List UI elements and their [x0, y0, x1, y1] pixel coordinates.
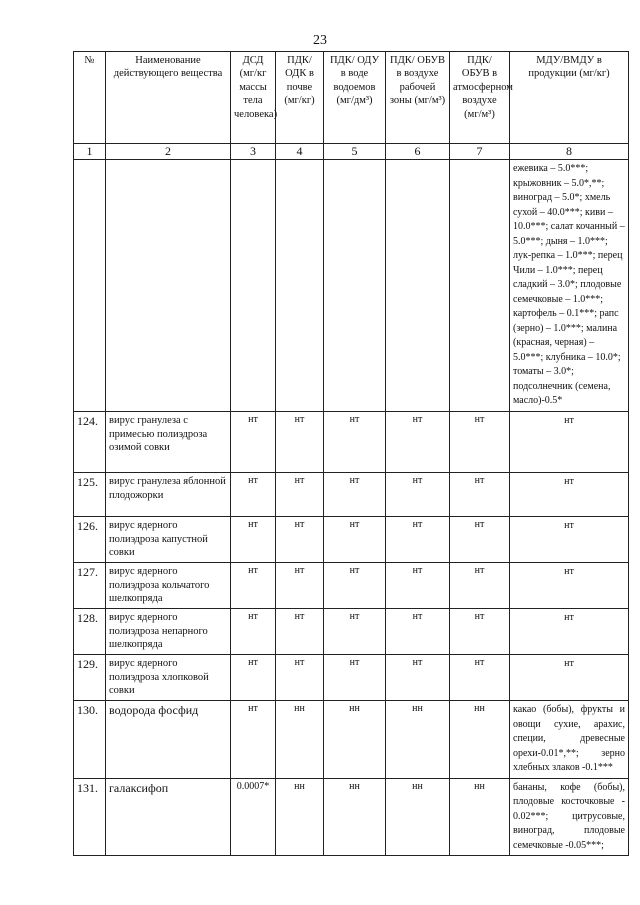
column-number: 1 — [74, 144, 106, 160]
atmospheric-air-value: нн — [450, 701, 510, 779]
soil-limit-value: нн — [276, 778, 324, 856]
header-workplace-air-limit: ПДК/ ОБУВ в воздухе рабочей зоны (мг/м³) — [386, 52, 450, 144]
adi-value: нт — [231, 517, 276, 563]
adi-value: нт — [231, 412, 276, 473]
table-row — [74, 778, 629, 856]
header-adi: ДСД (мг/кг массы тела человека) — [231, 52, 276, 144]
substance-name: вирус гранулеза с примесью полиэдроза озимой совки — [106, 412, 231, 473]
column-numbers-row — [74, 144, 629, 160]
table-row — [74, 609, 629, 655]
workplace-air-value: нт — [386, 517, 450, 563]
workplace-air-value: нт — [386, 412, 450, 473]
soil-limit-value: нт — [276, 609, 324, 655]
atmospheric-air-value: нт — [450, 609, 510, 655]
substance-name: вирус ядерного полиэдроза хлопковой совки — [106, 655, 231, 701]
water-limit-value: нн — [324, 701, 386, 779]
workplace-air-value: нн — [386, 701, 450, 779]
column-number: 2 — [106, 144, 231, 160]
row-number: 129. — [74, 655, 106, 701]
mrl-value: бананы, кофе (бобы), плодовые косточковые - 0.02***; цитрусовые, виноград, плодовые семечковые -0.05***; — [510, 778, 629, 856]
mrl-value: нт — [510, 412, 629, 473]
mrl-value: нт — [510, 517, 629, 563]
soil-limit-value: нн — [276, 701, 324, 779]
soil-limit-value: нт — [276, 563, 324, 609]
page-number: 23 — [313, 33, 327, 48]
atmospheric-air-value: нт — [450, 412, 510, 473]
adi-value: нт — [231, 701, 276, 779]
water-limit-value: нт — [324, 563, 386, 609]
table-row — [74, 517, 629, 563]
workplace-air-value: нт — [386, 473, 450, 517]
substance-name: вирус ядерного полиэдроза непарного шелкопряда — [106, 609, 231, 655]
workplace-air-value: нт — [386, 563, 450, 609]
header-substance-name: Наименование действующего вещества — [106, 52, 231, 144]
row-number: 127. — [74, 563, 106, 609]
water-limit-value: нт — [324, 609, 386, 655]
substance-name: вирус ядерного полиэдроза капустной совки — [106, 517, 231, 563]
adi-value: нт — [231, 473, 276, 517]
atmospheric-air-value: нт — [450, 517, 510, 563]
table-row — [74, 473, 629, 517]
header-number: № — [74, 52, 106, 144]
workplace-air-value: нт — [386, 609, 450, 655]
mrl-value: нт — [510, 563, 629, 609]
mrl-value: нт — [510, 473, 629, 517]
mrl-value: какао (бобы), фрукты и овощи сухие, арахис, специи, древесные орехи-0.01*,**; зерно хлебных злаков -0.1*** — [510, 701, 629, 779]
atmospheric-air-value: нн — [450, 778, 510, 856]
header-mrl-product: МДУ/ВМДУ в продукции (мг/кг) — [510, 52, 629, 144]
soil-limit-value: нт — [276, 517, 324, 563]
adi-value: 0.0007* — [231, 778, 276, 856]
water-limit-value: нт — [324, 412, 386, 473]
column-number: 7 — [450, 144, 510, 160]
table-row — [74, 563, 629, 609]
row-number: 130. — [74, 701, 106, 779]
water-limit-value: нн — [324, 778, 386, 856]
substance-name: вирус гранулеза яблонной плодожорки — [106, 473, 231, 517]
header-soil-limit: ПДК/ ОДК в почве (мг/кг) — [276, 52, 324, 144]
adi-value: нт — [231, 655, 276, 701]
soil-limit-value: нт — [276, 655, 324, 701]
column-number: 6 — [386, 144, 450, 160]
soil-limit-value: нт — [276, 412, 324, 473]
continuation-row — [74, 160, 629, 412]
water-limit-value: нт — [324, 473, 386, 517]
workplace-air-value: нт — [386, 655, 450, 701]
atmospheric-air-value: нт — [450, 473, 510, 517]
table-row — [74, 701, 629, 779]
substance-name: галаксифоп — [106, 778, 231, 856]
column-number: 5 — [324, 144, 386, 160]
row-number: 131. — [74, 778, 106, 856]
mrl-value: нт — [510, 609, 629, 655]
substance-name: вирус ядерного полиэдроза кольчатого шелкопряда — [106, 563, 231, 609]
column-number: 4 — [276, 144, 324, 160]
row-number: 128. — [74, 609, 106, 655]
column-number: 8 — [510, 144, 629, 160]
row-number: 124. — [74, 412, 106, 473]
row-number: 125. — [74, 473, 106, 517]
atmospheric-air-value: нт — [450, 655, 510, 701]
column-number: 3 — [231, 144, 276, 160]
workplace-air-value: нн — [386, 778, 450, 856]
soil-limit-value: нт — [276, 473, 324, 517]
row-number: 126. — [74, 517, 106, 563]
water-limit-value: нт — [324, 517, 386, 563]
table-row — [74, 412, 629, 473]
header-atmospheric-air-limit: ПДК/ ОБУВ в атмосферном воздухе (мг/м³) — [450, 52, 510, 144]
atmospheric-air-value: нт — [450, 563, 510, 609]
substance-name: водорода фосфид — [106, 701, 231, 779]
mrl-value: нт — [510, 655, 629, 701]
table-row — [74, 655, 629, 701]
adi-value: нт — [231, 563, 276, 609]
adi-value: нт — [231, 609, 276, 655]
continuation-mrl: ежевика – 5.0***; крыжовник – 5.0*,**; виноград – 5.0*; хмель сухой – 40.0***; киви – 10.0***; салат кочанный – 5.0***; дыня – 1.0***; лук-репка – 1.0***; перец Чили – 1.0***; перец сладкий – 3.0*; плодовые семечковые – 1.0***; картофель – 0.1***; рапс (зерно) – 1.0***; малина (красная, черная) – 5.0***; клубника – 10.0*; томаты – 3.0*; подсолнечник (семена, масло)-0.5* — [510, 160, 629, 412]
pesticide-regulations-table — [73, 51, 629, 856]
header-water-limit: ПДК/ ОДУ в воде водоемов (мг/дм³) — [324, 52, 386, 144]
water-limit-value: нт — [324, 655, 386, 701]
